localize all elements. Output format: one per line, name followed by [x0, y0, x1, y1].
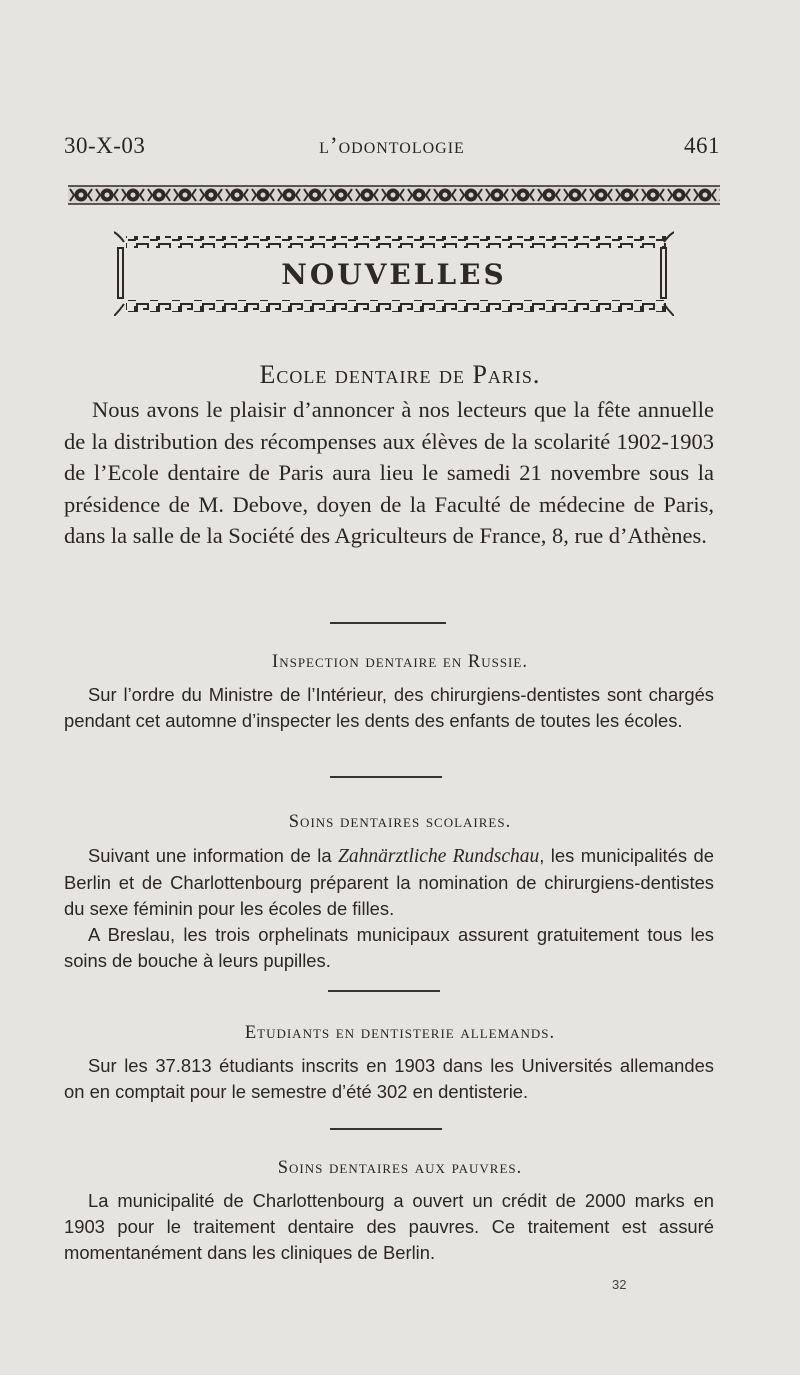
divider — [330, 1128, 442, 1130]
article-title-soins-pauvres: Soins dentaires aux pauvres. — [277, 1158, 523, 1178]
section-heading: NOUVELLES — [281, 258, 507, 291]
paragraph: Sur les 37.813 étudiants inscrits en 1903 dans les Universités allemandes on en comptait pour le semestre d’été 302 en dentisterie. — [64, 1055, 714, 1102]
article-body-ecole-dentaire — [64, 394, 714, 552]
running-head — [64, 133, 720, 163]
article-body-soins-pauvres — [64, 1188, 714, 1266]
paragraph: La municipalité de Charlottenbourg a ouvert un crédit de 2000 marks en 1903 pour le traitement dentaire des pauvres. Ce traitement est assuré momentanément dans les cliniques de Berlin. — [64, 1190, 714, 1263]
paragraph: Sur l’ordre du Ministre de l’Intérieur, des chirurgiens-dentistes sont chargés pendant cet automne d’inspecter les dents des enfants de toutes les écoles. — [64, 684, 714, 731]
signature-mark: 32 — [612, 1277, 627, 1292]
ornamental-rule — [68, 183, 720, 207]
paragraph: Suivant une information de la Zahnärztliche Rundschau, les municipalités de Berlin et de Charlottenbourg préparent la nomination de chirurgiens-dentistes du sexe féminin pour les écoles de filles. — [64, 845, 714, 919]
article-title-ecole-dentaire: Ecole dentaire de Paris. — [259, 360, 541, 389]
divider — [330, 622, 446, 624]
page-number: 461 — [684, 133, 720, 158]
article-body-etudiants — [64, 1053, 714, 1105]
article-body-inspection-russie — [64, 682, 714, 734]
divider — [328, 990, 440, 992]
paragraph: Nous avons le plaisir d’annoncer à nos lecteurs que la fête annuelle de la distribution des récompenses aux élèves de la scolarité 1902-1903 de l’Ecole dentaire de Paris aura lieu le samedi 21 novembre sous la présidence de M. Debove, doyen de la Faculté de médecine de Paris, dans la salle de la Société des Agriculteurs de France, 8, rue d’Athènes. — [64, 397, 714, 548]
article-title-soins-scolaires: Soins dentaires scolaires. — [288, 812, 512, 832]
article-title-etudiants: Etudiants en dentisterie allemands. — [244, 1023, 556, 1043]
divider — [330, 776, 442, 778]
issue-date: 30-X-03 — [64, 133, 146, 158]
journal-title: l’odontologie — [319, 133, 465, 158]
section-heading-frame — [114, 230, 674, 316]
article-body-soins-scolaires — [64, 843, 714, 974]
article-title-inspection-russie: Inspection dentaire en Russie. — [272, 652, 528, 672]
journal-name: Zahnärztliche Rundschau — [338, 846, 540, 867]
paragraph: A Breslau, les trois orphelinats municipaux assurent gratuitement tous les soins de bouche à leurs pupilles. — [64, 924, 714, 971]
